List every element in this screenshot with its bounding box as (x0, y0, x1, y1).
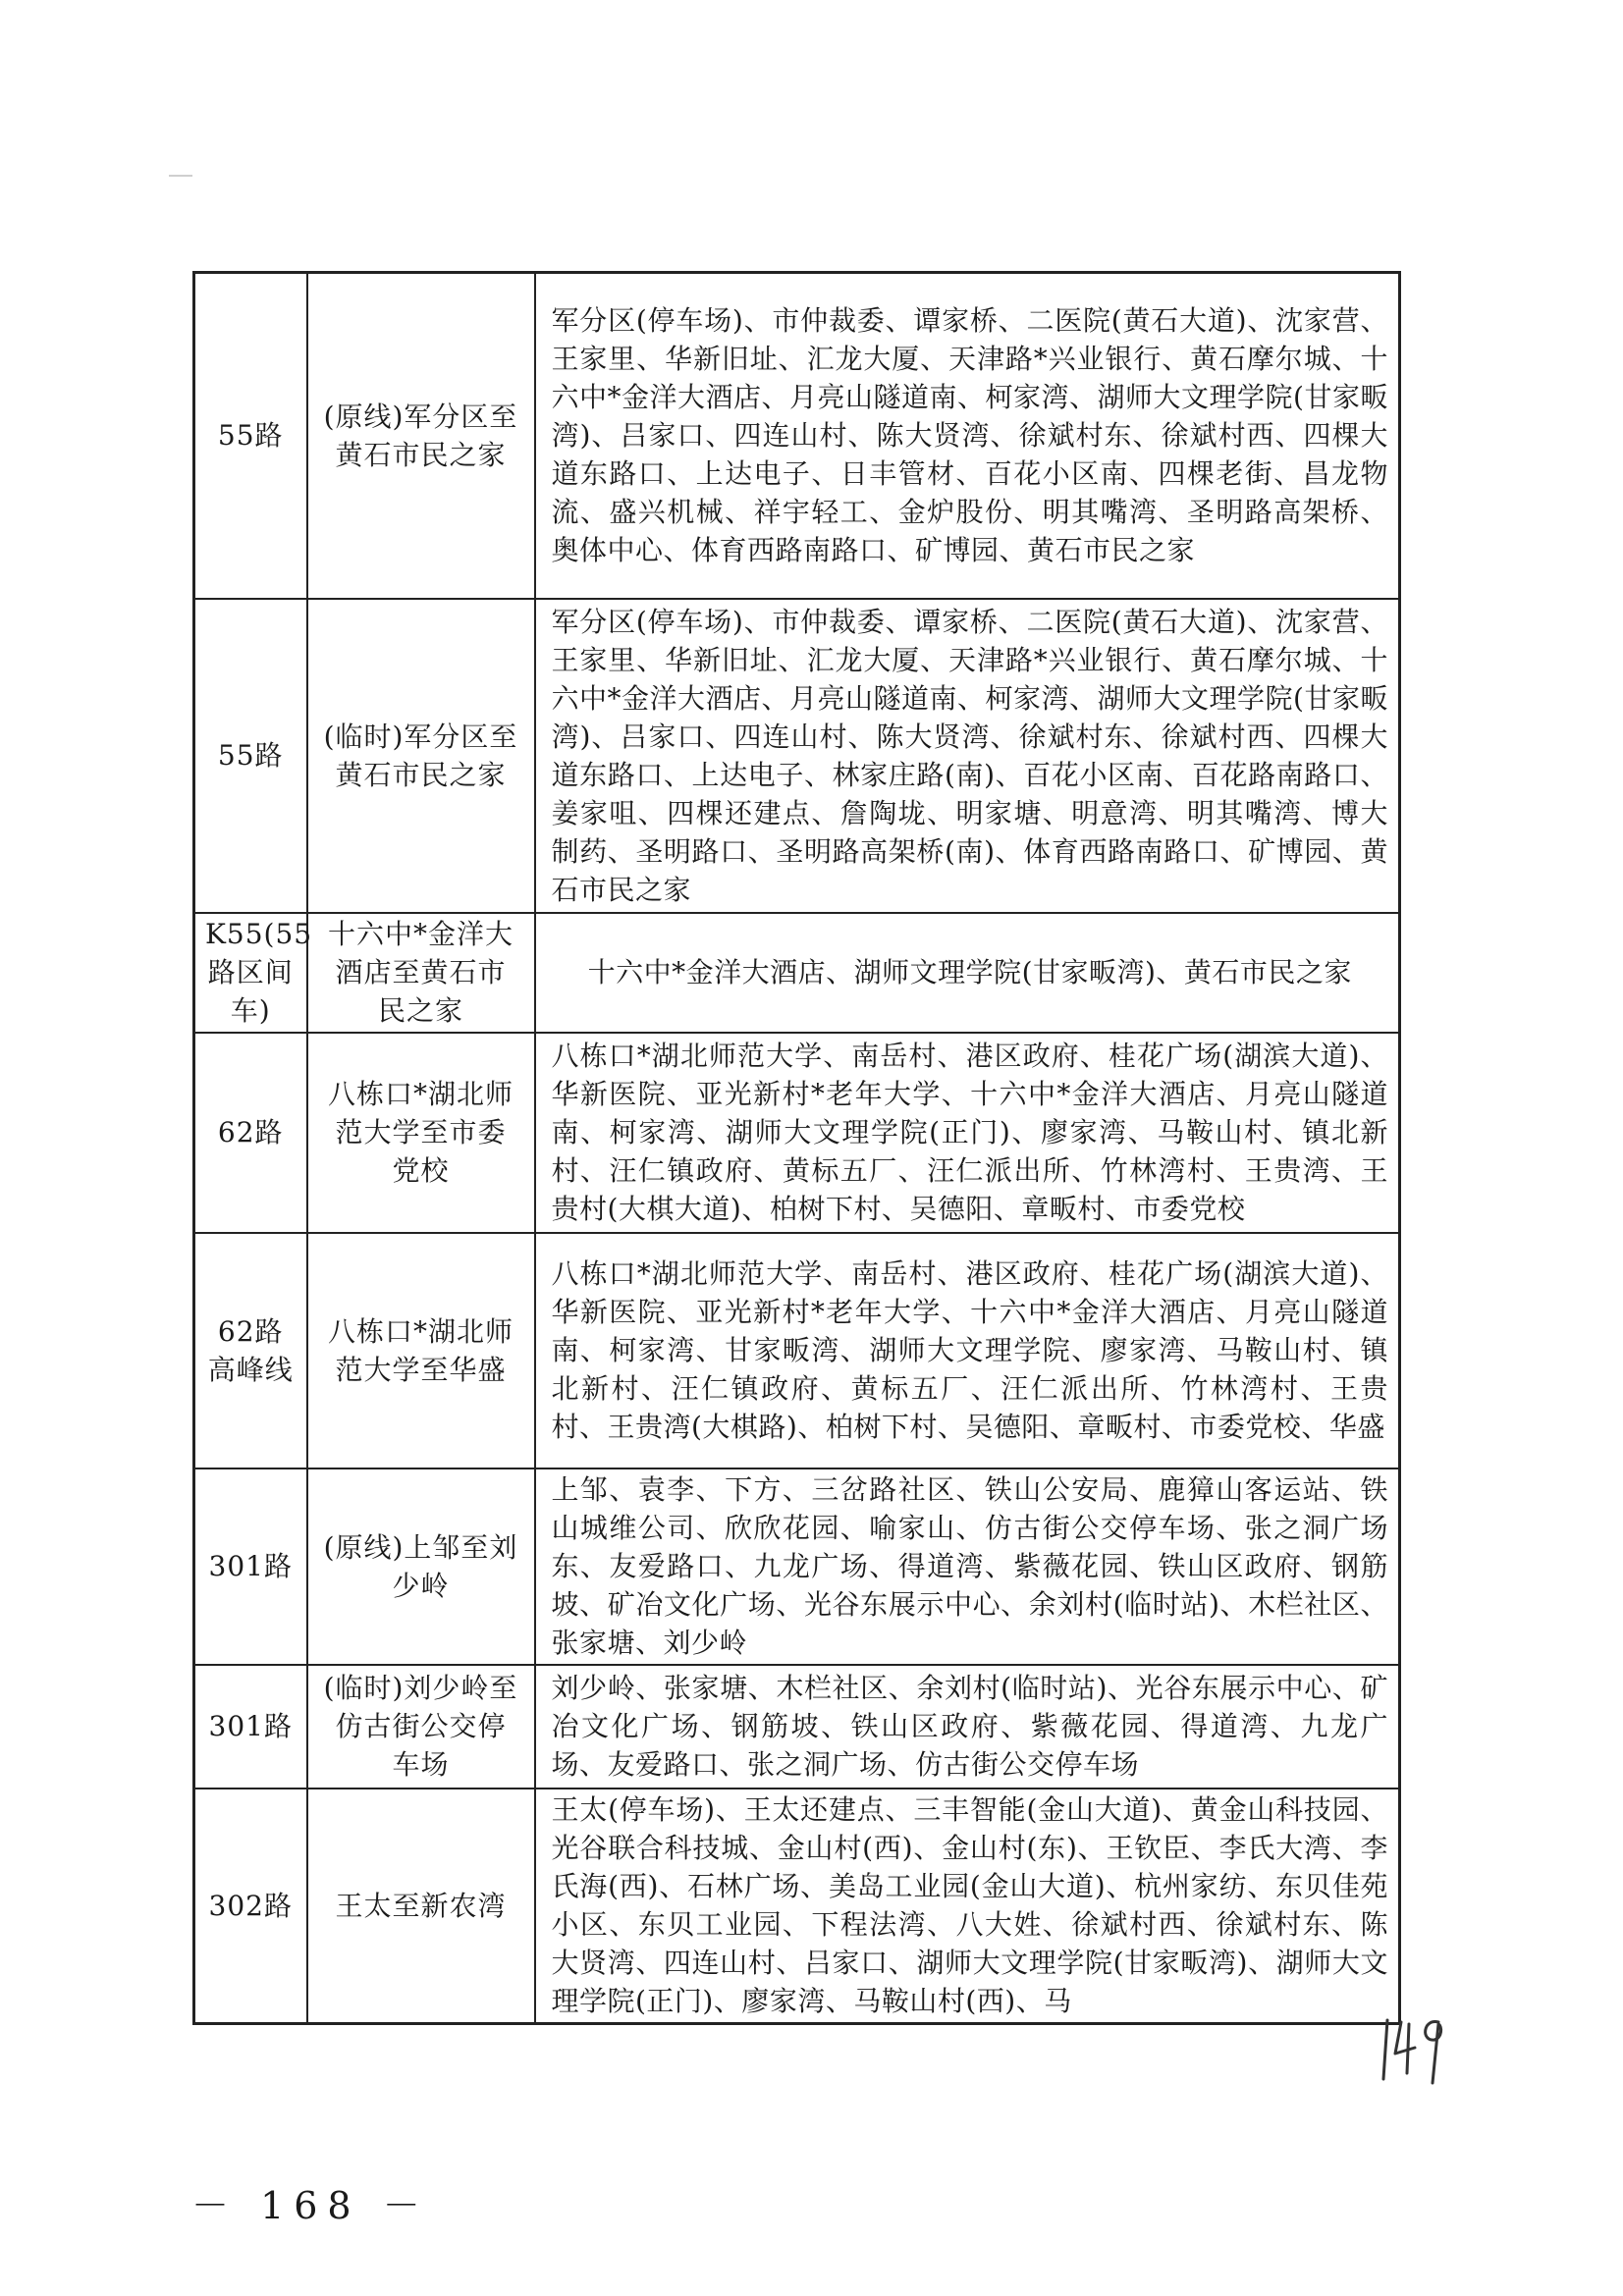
route-segment: 八栋口*湖北师范大学至华盛 (307, 1233, 535, 1468)
route-segment: (临时)军分区至黄石市民之家 (307, 599, 535, 913)
table-row (194, 599, 1400, 913)
route-segment: (原线)上邹至刘少岭 (307, 1468, 535, 1665)
route-segment: 十六中*金洋大酒店至黄石市民之家 (307, 913, 535, 1033)
route-number: 301路 (194, 1468, 307, 1665)
table-row (194, 1033, 1400, 1233)
table-row (194, 1665, 1400, 1789)
page-number: － 168 － (191, 2184, 430, 2227)
route-stops: 十六中*金洋大酒店、湖师文理学院(甘家畈湾)、黄石市民之家 (535, 913, 1400, 1033)
table-row (194, 1468, 1400, 1665)
route-stops: 八栋口*湖北师范大学、南岳村、港区政府、桂花广场(湖滨大道)、华新医院、亚光新村*老年大学、十六中*金洋大酒店、月亮山隧道南、柯家湾、湖师大文理学院(正门)、廖家湾、马鞍山村、镇北新村、汪仁镇政府、黄标五厂、汪仁派出所、竹林湾村、王贵湾、王贵村(大棋大道)、柏树下村、吴德阳、章畈村、市委党校 (535, 1033, 1400, 1233)
table-row (194, 1789, 1400, 2024)
route-number: 55路 (194, 273, 307, 599)
route-stops: 八栋口*湖北师范大学、南岳村、港区政府、桂花广场(湖滨大道)、华新医院、亚光新村*老年大学、十六中*金洋大酒店、月亮山隧道南、柯家湾、甘家畈湾、湖师大文理学院、廖家湾、马鞍山村、镇北新村、汪仁镇政府、黄标五厂、汪仁派出所、竹林湾村、王贵村、王贵湾(大棋路)、柏树下村、吴德阳、章畈村、市委党校、华盛 (535, 1233, 1400, 1468)
table-row (194, 913, 1400, 1033)
table-row (194, 273, 1400, 599)
route-number: K55(55路区间车) (194, 913, 307, 1033)
route-segment: (临时)刘少岭至仿古街公交停车场 (307, 1665, 535, 1789)
route-number: 301路 (194, 1665, 307, 1789)
route-number: 62路高峰线 (194, 1233, 307, 1468)
bus-route-table (192, 271, 1401, 2025)
route-segment: 王太至新农湾 (307, 1789, 535, 2024)
route-number: 55路 (194, 599, 307, 913)
route-segment: 八栋口*湖北师范大学至市委党校 (307, 1033, 535, 1233)
route-number: 62路 (194, 1033, 307, 1233)
scan-mark (169, 175, 192, 177)
route-stops: 军分区(停车场)、市仲裁委、谭家桥、二医院(黄石大道)、沈家营、王家里、华新旧址、汇龙大厦、天津路*兴业银行、黄石摩尔城、十六中*金洋大酒店、月亮山隧道南、柯家湾、湖师大文理学院(甘家畈湾)、吕家口、四连山村、陈大贤湾、徐斌村东、徐斌村西、四棵大道东路口、上达电子、日丰管材、百花小区南、四棵老街、昌龙物流、盛兴机械、祥宇轻工、金炉股份、明其嘴湾、圣明路高架桥、奥体中心、体育西路南路口、矿博园、黄石市民之家 (535, 273, 1400, 599)
route-stops: 军分区(停车场)、市仲裁委、谭家桥、二医院(黄石大道)、沈家营、王家里、华新旧址、汇龙大厦、天津路*兴业银行、黄石摩尔城、十六中*金洋大酒店、月亮山隧道南、柯家湾、湖师大文理学院(甘家畈湾)、吕家口、四连山村、陈大贤湾、徐斌村东、徐斌村西、四棵大道东路口、上达电子、林家庄路(南)、百花小区南、百花路南路口、姜家咀、四棵还建点、詹陶垅、明家塘、明意湾、明其嘴湾、博大制药、圣明路口、圣明路高架桥(南)、体育西路南路口、矿博园、黄石市民之家 (535, 599, 1400, 913)
route-stops: 王太(停车场)、王太还建点、三丰智能(金山大道)、黄金山科技园、光谷联合科技城、金山村(西)、金山村(东)、王钦臣、李氏大湾、李氏海(西)、石林广场、美岛工业园(金山大道)、杭州家纺、东贝佳苑小区、东贝工业园、下程法湾、八大姓、徐斌村西、徐斌村东、陈大贤湾、四连山村、吕家口、湖师大文理学院(甘家畈湾)、湖师大文理学院(正门)、廖家湾、马鞍山村(西)、马 (535, 1789, 1400, 2024)
route-number: 302路 (194, 1789, 307, 2024)
route-stops: 刘少岭、张家塘、木栏社区、余刘村(临时站)、光谷东展示中心、矿冶文化广场、钢筋坡、铁山区政府、紫薇花园、得道湾、九龙广场、友爱路口、张之洞广场、仿古街公交停车场 (535, 1665, 1400, 1789)
route-segment: (原线)军分区至黄石市民之家 (307, 273, 535, 599)
route-stops: 上邹、袁李、下方、三岔路社区、铁山公安局、鹿獐山客运站、铁山城维公司、欣欣花园、喻家山、仿古街公交停车场、张之洞广场东、友爱路口、九龙广场、得道湾、紫薇花园、铁山区政府、钢筋坡、矿冶文化广场、光谷东展示中心、余刘村(临时站)、木栏社区、张家塘、刘少岭 (535, 1468, 1400, 1665)
table-row (194, 1233, 1400, 1468)
handwritten-page-number (1380, 2014, 1448, 2091)
